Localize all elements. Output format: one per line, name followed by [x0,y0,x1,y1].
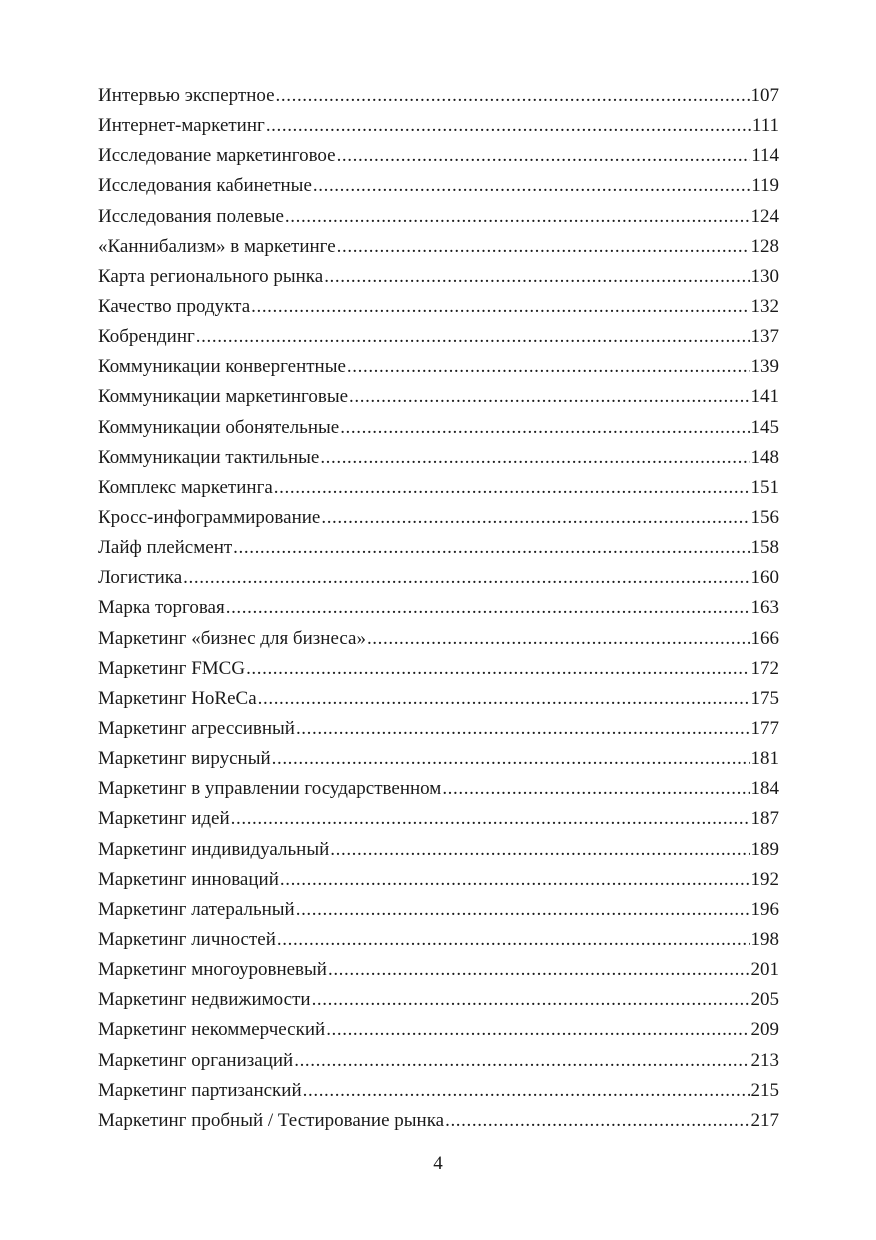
toc-entry-page: 139 [750,356,779,378]
dot-leader [347,352,750,382]
toc-entry-title: Маркетинг «бизнес для бизнеса» [98,627,366,649]
dot-leader [445,1106,749,1136]
toc-entry-title: «Каннибализм» в маркетинге [98,235,336,257]
toc-entry[interactable] [98,352,779,382]
toc-entry-title: Маркетинг идей [98,808,230,830]
toc-entry-page: 163 [750,597,779,619]
toc-entry[interactable] [98,744,779,774]
toc-entry-page: 181 [750,748,779,770]
dot-leader [326,1015,749,1045]
toc-entry[interactable] [98,654,779,684]
toc-entry-page: 184 [750,778,779,800]
toc-entry[interactable] [98,292,779,322]
toc-entry[interactable] [98,804,779,834]
toc-entry-page: 114 [751,145,779,167]
toc-entry[interactable] [98,111,779,141]
toc-entry-page: 156 [750,506,779,528]
toc-entry-title: Маркетинг HoReCa [98,687,257,709]
dot-leader [226,593,750,623]
toc-entry-title: Маркетинг многоуровневый [98,959,327,981]
dot-leader [285,202,750,232]
dot-leader [280,865,750,895]
toc-entry-title: Коммуникации тактильные [98,446,320,468]
toc-entry-page: 124 [750,205,779,227]
toc-entry[interactable] [98,413,779,443]
dot-leader [328,955,750,985]
toc-entry-title: Качество продукта [98,295,251,317]
toc-entry-page: 132 [750,295,779,317]
toc-entry[interactable] [98,503,779,533]
toc-entry-page: 189 [750,838,779,860]
dot-leader [330,835,749,865]
toc-entry-title: Интервью экспертное [98,85,275,106]
dot-leader [296,895,750,925]
toc-entry[interactable] [98,1076,779,1106]
toc-entry[interactable] [98,624,779,654]
dot-leader [321,503,749,533]
toc-entry-page: 172 [750,657,779,679]
toc-entry-title: Маркетинг вирусный [98,748,271,770]
toc-entry-page: 160 [750,567,779,589]
table-of-contents [98,81,779,1136]
dot-leader [442,774,749,804]
dot-leader [296,714,750,744]
toc-entry-title: Логистика [98,567,183,589]
toc-entry[interactable] [98,171,779,201]
toc-entry[interactable] [98,865,779,895]
dot-leader [183,563,749,593]
page-number: 4 [433,1153,443,1174]
toc-entry-page: 119 [751,175,779,197]
dot-leader [303,1076,750,1106]
dot-leader [196,322,750,352]
dot-leader [272,744,750,774]
toc-entry-title: Маркетинг в управлении государственном [98,778,442,800]
toc-entry-title: Маркетинг партизанский [98,1079,302,1101]
toc-entry[interactable] [98,443,779,473]
toc-entry-title: Маркетинг инноваций [98,868,279,890]
dot-leader [349,382,749,412]
toc-entry[interactable] [98,835,779,865]
toc-entry-title: Интернет-маркетинг [98,115,265,137]
toc-entry[interactable] [98,473,779,503]
dot-leader [276,81,750,111]
toc-entry[interactable] [98,714,779,744]
dot-leader [277,925,750,955]
toc-entry-page: 128 [750,235,779,257]
toc-entry-page: 209 [750,1019,779,1041]
toc-entry-title: Маркетинг FMCG [98,657,246,679]
toc-entry-page: 137 [750,326,779,348]
toc-entry-page: 213 [750,1049,779,1071]
dot-leader [312,985,750,1015]
toc-entry-title: Коммуникации конвергентные [98,356,346,378]
dot-leader [313,171,750,201]
toc-entry-page: 148 [750,446,779,468]
toc-entry-title: Маркетинг организаций [98,1049,294,1071]
toc-entry-page: 151 [750,476,779,498]
toc-entry-page: 175 [750,687,779,709]
dot-leader [294,1046,749,1076]
toc-entry[interactable] [98,955,779,985]
toc-entry-title: Исследование маркетинговое [98,145,336,167]
dot-leader [246,654,749,684]
dot-leader [231,804,750,834]
toc-entry-title: Маркетинг личностей [98,928,276,950]
toc-entry-page: 145 [750,416,779,438]
toc-entry-title: Маркетинг индивидуальный [98,838,330,860]
toc-entry-page: 196 [750,898,779,920]
toc-entry-title: Кросс-инфограммирование [98,506,321,528]
toc-entry-title: Маркетинг латеральный [98,898,295,920]
toc-entry-title: Исследования кабинетные [98,175,312,197]
toc-entry[interactable] [98,232,779,262]
toc-entry-title: Марка торговая [98,597,225,619]
toc-entry-page: 177 [750,717,779,739]
toc-entry[interactable] [98,925,779,955]
dot-leader [324,262,749,292]
toc-entry[interactable] [98,1046,779,1076]
toc-entry[interactable] [98,563,779,593]
dot-leader [258,684,750,714]
toc-entry[interactable] [98,262,779,292]
toc-entry-page: 130 [750,265,779,287]
toc-entry-page: 217 [750,1109,779,1131]
toc-entry-title: Комплекс маркетинга [98,476,273,498]
toc-entry[interactable] [98,533,779,563]
toc-entry[interactable] [98,202,779,232]
toc-entry-page: 187 [750,808,779,830]
toc-entry-page: 201 [750,959,779,981]
toc-entry[interactable] [98,382,779,412]
dot-leader [337,141,751,171]
dot-leader [274,473,750,503]
toc-entry[interactable] [98,985,779,1015]
toc-entry-title: Коммуникации маркетинговые [98,386,349,408]
toc-entry[interactable] [98,1106,779,1136]
toc-entry-page: 107 [750,85,779,106]
dot-leader [320,443,749,473]
dot-leader [233,533,749,563]
toc-entry-title: Коммуникации обонятельные [98,416,340,438]
toc-entry-title: Маркетинг недвижимости [98,989,311,1011]
toc-entry-title: Исследования полевые [98,205,284,227]
toc-entry-page: 166 [750,627,779,649]
dot-leader [340,413,749,443]
toc-entry-page: 158 [750,537,779,559]
toc-entry-page: 192 [750,868,779,890]
toc-entry[interactable] [98,593,779,623]
toc-entry-title: Лайф плейсмент [98,537,233,559]
dot-leader [251,292,749,322]
toc-entry[interactable] [98,322,779,352]
toc-entry-page: 141 [750,386,779,408]
dot-leader [367,624,750,654]
toc-entry-title: Кобрендинг [98,326,195,348]
toc-entry[interactable] [98,684,779,714]
toc-entry-title: Маркетинг агрессивный [98,717,295,739]
toc-entry-title: Карта регионального рынка [98,265,324,287]
toc-entry-page: 111 [751,115,779,137]
toc-entry-title: Маркетинг пробный / Тестирование рынка [98,1109,445,1131]
toc-entry[interactable] [98,774,779,804]
toc-entry[interactable] [98,895,779,925]
dot-leader [337,232,750,262]
toc-entry[interactable] [98,1015,779,1045]
toc-entry[interactable] [98,81,779,111]
toc-entry-page: 198 [750,928,779,950]
dot-leader [266,111,751,141]
toc-entry-page: 205 [750,989,779,1011]
toc-entry-page: 215 [750,1079,779,1101]
toc-entry[interactable] [98,141,779,171]
toc-entry-title: Маркетинг некоммерческий [98,1019,326,1041]
